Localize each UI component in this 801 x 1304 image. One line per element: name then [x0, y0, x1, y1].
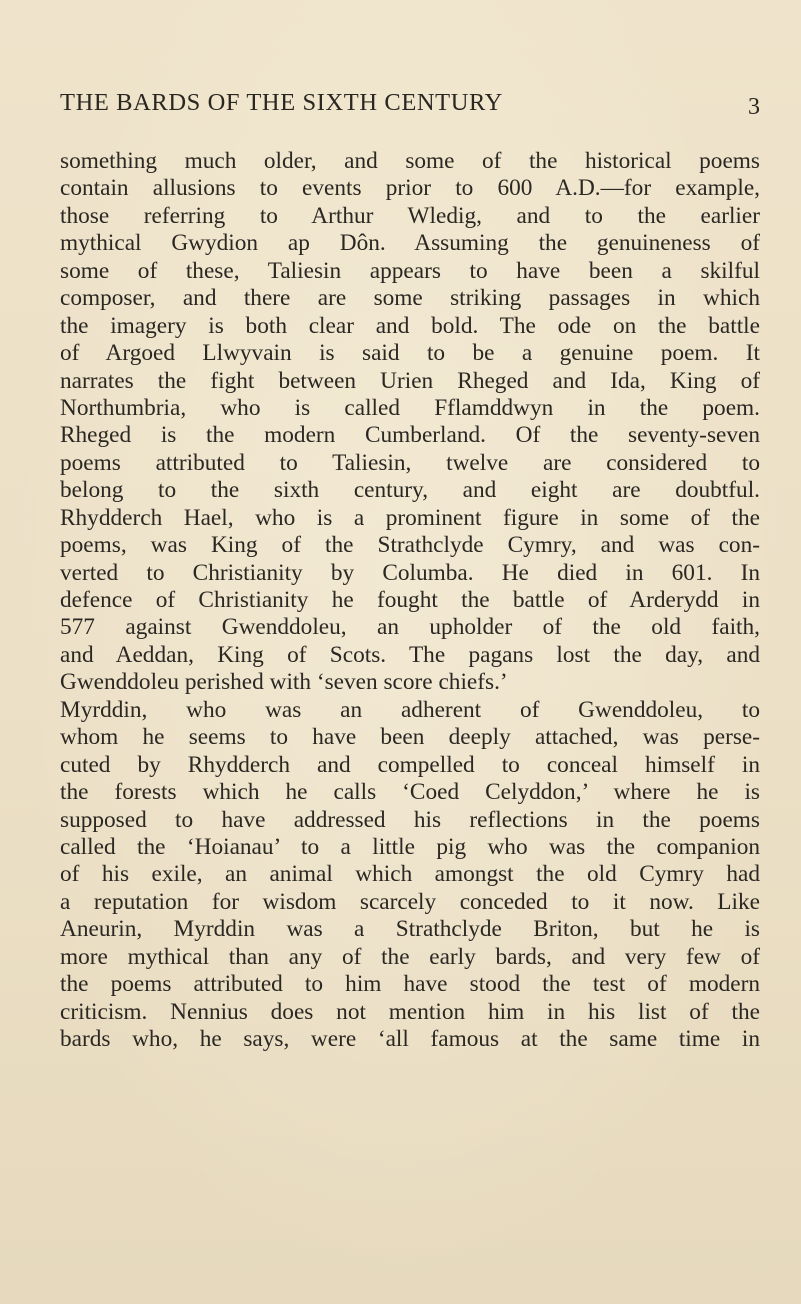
text-line: belong to the sixth century, and eight are doubtful.	[60, 477, 760, 504]
text-line: and Aeddan, King of Scots. The pagans lost the day, and	[60, 641, 760, 668]
text-line: some of these, Taliesin appears to have been a skilful	[60, 257, 760, 284]
page-number: 3	[748, 94, 760, 120]
text-line: Northumbria, who is called Fflamddwyn in the poem.	[60, 394, 760, 421]
text-line: verted to Christianity by Columba. He died in 601. In	[60, 559, 760, 586]
text-line: whom he seems to have been deeply attached, was perse-	[60, 724, 760, 751]
text-line: narrates the fight between Urien Rheged and Ida, King of	[60, 367, 760, 394]
text-line: those referring to Arthur Wledig, and to the earlier	[60, 202, 760, 229]
running-title: THE BARDS OF THE SIXTH CENTURY	[60, 89, 503, 116]
text-line: Aneurin, Myrddin was a Strathclyde Briton, but he is	[60, 916, 760, 943]
text-line: cuted by Rhydderch and compelled to conceal himself in	[60, 751, 760, 778]
text-line: poems, was King of the Strathclyde Cymry, and was con-	[60, 532, 760, 559]
text-line: composer, and there are some striking passages in which	[60, 285, 760, 312]
text-line: Rhydderch Hael, who is a prominent figure in some of the	[60, 504, 760, 531]
text-line: the poems attributed to him have stood the test of modern	[60, 971, 760, 998]
text-line: the forests which he calls ‘Coed Celyddon,’ where he is	[60, 779, 760, 806]
text-line: more mythical than any of the early bards, and very few of	[60, 943, 760, 970]
paragraph-end-line: Gwenddoleu perished with ‘seven score chiefs.’	[60, 669, 508, 696]
text-line: bards who, he says, were ‘all famous at the same time in	[60, 1026, 760, 1052]
text-line: defence of Christianity he fought the battle of Arderydd in	[60, 587, 760, 613]
text-line: Rheged is the modern Cumberland. Of the seventy-seven	[60, 422, 760, 449]
text-line: of Argoed Llwyvain is said to be a genuine poem. It	[60, 340, 760, 367]
body-text	[60, 148, 760, 1053]
text-line: contain allusions to events prior to 600 A.D.—for example,	[60, 175, 760, 202]
text-line: Myrddin, who was an adherent of Gwenddoleu, to	[60, 696, 760, 723]
text-line: supposed to have addressed his reflections in the poems	[60, 806, 760, 833]
text-line: of his exile, an animal which amongst the old Cymry had	[60, 861, 760, 888]
running-header	[60, 88, 760, 128]
text-line: poems attributed to Taliesin, twelve are considered to	[60, 449, 760, 476]
text-line: the imagery is both clear and bold. The ode on the battle	[60, 312, 760, 339]
text-line: a reputation for wisdom scarcely conceded to it now. Like	[60, 888, 760, 915]
text-line: called the ‘Hoianau’ to a little pig who was the companion	[60, 833, 760, 860]
text-line: 577 against Gwenddoleu, an upholder of the old faith,	[60, 614, 760, 641]
text-line: something much older, and some of the historical poems	[60, 148, 760, 174]
text-line: criticism. Nennius does not mention him in his list of the	[60, 998, 760, 1025]
text-line: mythical Gwydion ap Dôn. Assuming the genuineness of	[60, 230, 760, 257]
